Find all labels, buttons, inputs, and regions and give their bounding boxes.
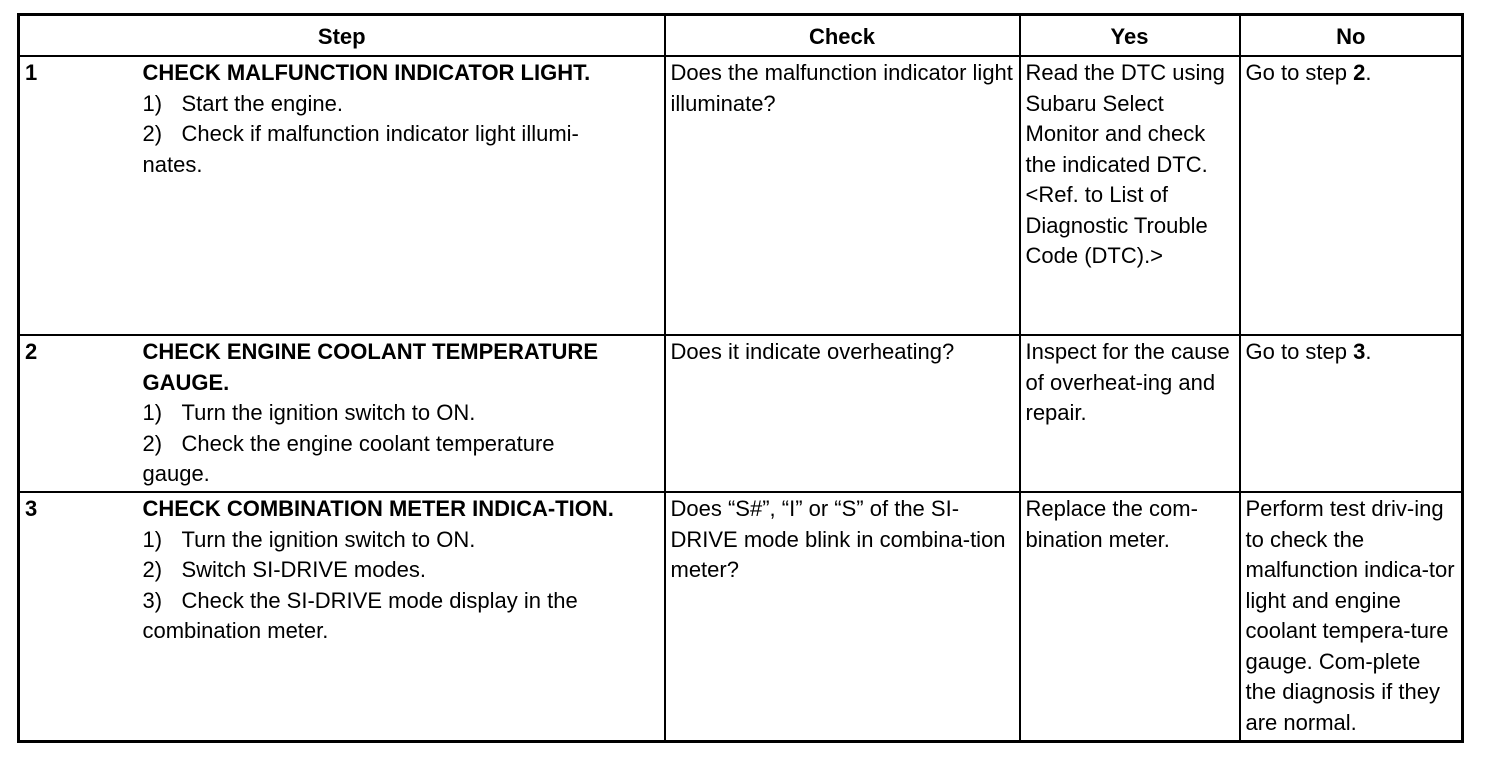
header-yes: Yes [1020, 15, 1240, 57]
check-cell: Does “S#”, “I” or “S” of the SI-DRIVE mode blink in combina-tion meter? [665, 492, 1020, 742]
header-check: Check [665, 15, 1020, 57]
step-instruction [143, 616, 659, 647]
step-instruction-text: Start the engine. [181, 90, 343, 116]
table-row [19, 56, 1463, 335]
diagnosis-table [17, 13, 1464, 743]
step-reference: 2 [1353, 60, 1366, 85]
step-instruction-text: nates. [142, 151, 203, 177]
step-instruction [143, 586, 659, 617]
step-reference: 3 [1353, 339, 1366, 364]
step-instruction [143, 555, 659, 586]
step-description [138, 335, 665, 492]
step-instruction-text: Check the engine coolant temperature [181, 430, 555, 456]
no-text: Go to step [1245, 60, 1354, 85]
check-cell: Does the malfunction indicator light illuminate? [665, 56, 1020, 335]
no-cell [1240, 56, 1463, 335]
step-instruction [143, 459, 659, 490]
step-description [138, 56, 665, 335]
no-cell: Perform test driv-ing to check the malfunction indica-tor light and engine coolant tempera-ture gauge. Com-plete the diagnosis if they are normal. [1240, 492, 1463, 742]
no-cell [1240, 335, 1463, 492]
no-text: Go to step [1245, 339, 1354, 364]
yes-cell: Replace the com-bination meter. [1020, 492, 1240, 742]
step-instruction-text: Check the SI-DRIVE mode display in the [181, 587, 578, 613]
step-title: CHECK ENGINE COOLANT TEMPERATURE GAUGE. [142, 339, 598, 395]
yes-cell: Inspect for the cause of overheat-ing and repair. [1020, 335, 1240, 492]
step-instruction-index: 3) [142, 587, 163, 613]
step-instruction [143, 119, 659, 150]
step-instruction-text: Switch SI-DRIVE modes. [181, 557, 427, 582]
step-instruction-text: Turn the ignition switch to ON. [181, 526, 476, 552]
step-instruction-text: combination meter. [142, 618, 329, 643]
step-instruction-text: Turn the ignition switch to ON. [181, 400, 476, 425]
step-instruction-index: 2) [142, 430, 163, 456]
header-step: Step [19, 15, 665, 57]
step-title: CHECK COMBINATION METER INDICA-TION. [142, 496, 614, 521]
no-text-suffix: . [1365, 339, 1372, 364]
step-instruction [143, 429, 659, 460]
header-no: No [1240, 15, 1463, 57]
step-instruction [143, 89, 659, 120]
step-instruction-index: 2) [142, 121, 163, 146]
check-cell: Does it indicate overheating? [665, 335, 1020, 492]
step-instruction [143, 398, 659, 429]
step-number: 3 [19, 492, 138, 742]
yes-cell: Read the DTC using Subaru Select Monitor and check the indicated DTC. <Ref. to List of Diagnostic Trouble Code (DTC).> [1020, 56, 1240, 335]
step-instruction-index: 2) [142, 557, 163, 582]
step-number: 1 [19, 56, 138, 335]
step-instruction-index: 1) [142, 526, 163, 552]
step-description [138, 492, 665, 742]
table-row [19, 335, 1463, 492]
step-instruction-index: 1) [142, 90, 163, 116]
step-instruction [143, 150, 659, 181]
step-instruction-index: 1) [142, 400, 163, 425]
step-instruction-text: Check if malfunction indicator light illumi- [181, 121, 579, 146]
header-row [19, 15, 1463, 57]
no-text-suffix: . [1365, 60, 1372, 85]
step-title: CHECK MALFUNCTION INDICATOR LIGHT. [142, 60, 591, 85]
step-instruction [143, 525, 659, 556]
table-row [19, 492, 1463, 742]
step-instruction-text: gauge. [142, 461, 210, 486]
step-number: 2 [19, 335, 138, 492]
